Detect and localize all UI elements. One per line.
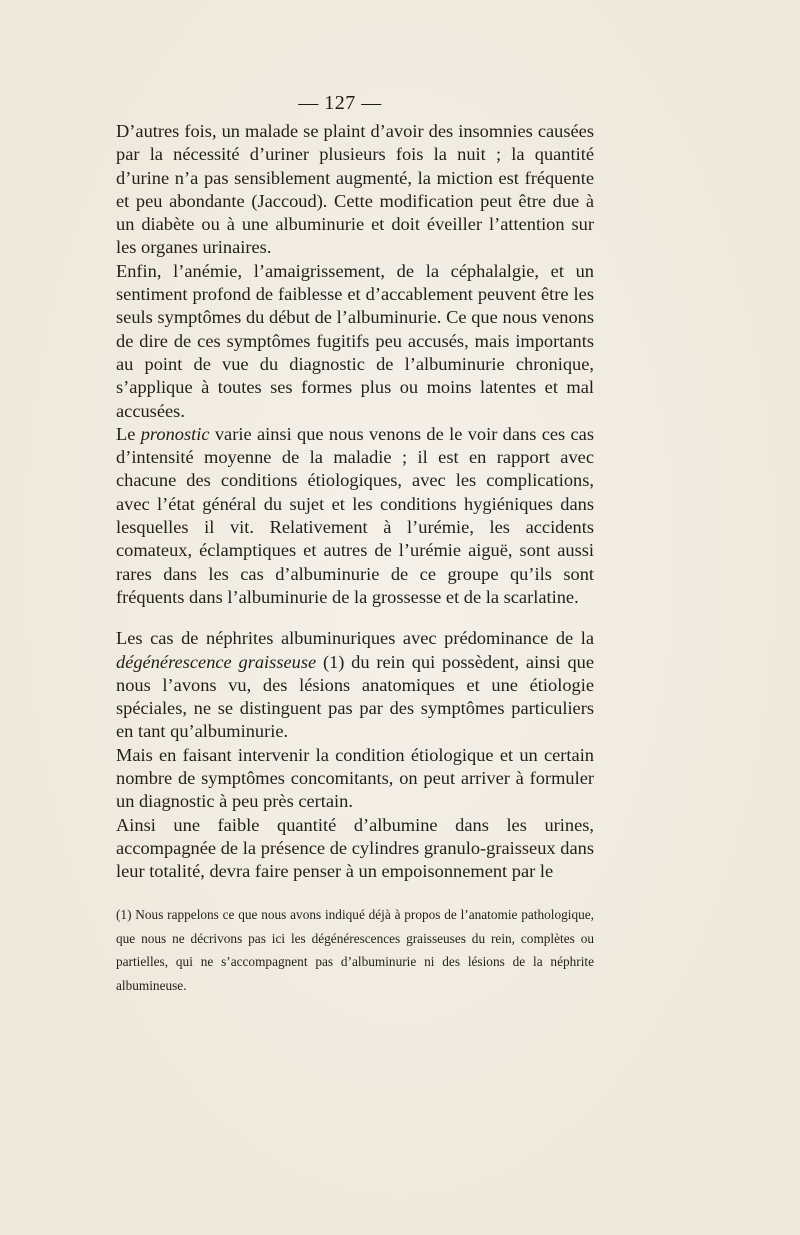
pronostic-term: pronostic [140,423,210,444]
paragraph-5: Mais en faisant intervenir la condition étiologique et un certain nombre de symptômes concomitants, on peut arriver à formuler un diagnostic à peu près certain. [116,744,594,812]
paragraph-3-start: Le [116,423,141,444]
paragraph-3-rest: varie ainsi que nous venons de le voir dans ces cas d’intensité moyenne de la maladie ; il est en rapport avec chacune des conditions étiologiques, avec les complications, avec l’état général du sujet et les conditions hygiéniques dans lesquelles il vit. Relativement à l’urémie, les accidents comateux, éclamptiques et autres de l’urémie aiguë, sont aussi rares dans les cas d’albuminurie de ce groupe qu’ils sont fréquents dans l’albuminurie de la grossesse et de la scarlatine. [116,423,594,607]
footnote-text: (1) Nous rappelons ce que nous avons indiqué déjà à propos de l’anatomie pathologique, que nous ne décrivons pas ici les dégénérescences graisseuses du rein, complètes ou partielles, qui ne s’accompagnent pas d’albuminurie ni des lésions de la néphrite albumineuse. [116,907,594,993]
page-number: — 127 — [298,92,382,114]
paragraph-3 [116,423,594,609]
paragraph-4-start: Les cas de néphrites albuminuriques avec prédominance de la [116,628,594,649]
paragraph-4 [116,627,594,743]
degenerescence-term: dégénérescence graisseuse [116,651,317,672]
main-text [116,120,594,884]
paragraph-1: D’autres fois, un malade se plaint d’avoir des insomnies causées par la nécessité d’uriner plusieurs fois la nuit ; la quantité d’urine n’a pas sensiblement augmenté, la miction est fréquente et peu abondante (Jaccoud). Cette modification peut être due à un diabète ou à une albuminurie et doit éveiller l’attention sur les organes urinaires. [116,121,594,258]
paragraph-6: Ainsi une faible quantité d’albumine dans les urines, accompagnée de la présence de cylindres granulo-graisseux dans leur totalité, devra faire penser à un empoisonnement par le [116,814,594,882]
paragraph-2: Enfin, l’anémie, l’amaigrissement, de la céphalalgie, et un sentiment profond de faiblesse et d’accablement peuvent être les seuls symptômes du début de l’albuminurie. Ce que nous venons de dire de ces symptômes fugitifs peu accusés, mais importants au point de vue du diagnostic de l’albuminurie chronique, s’applique à toutes ses formes plus ou moins latentes et mal accusées. [116,260,594,421]
paragraph-4-rest: (1) du rein qui possèdent, ainsi que nous l’avons vu, des lésions anatomiques et une étiologie spéciales, ne se distinguent pas par des symptômes particuliers en tant qu’albuminurie. [116,651,594,742]
footnote [116,903,594,997]
